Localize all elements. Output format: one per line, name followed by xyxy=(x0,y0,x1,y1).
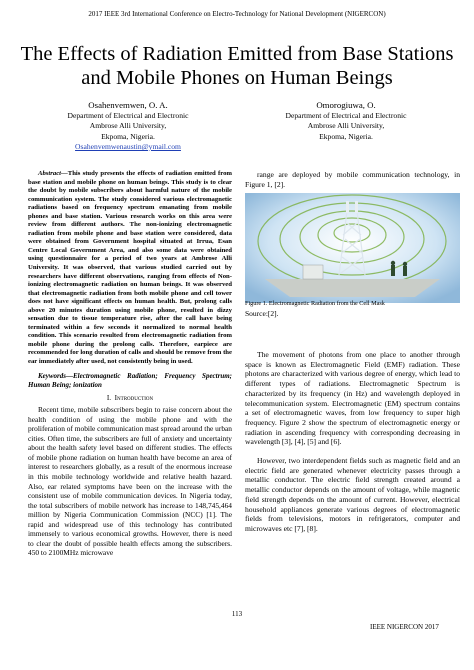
figure-source: Source:[2]. xyxy=(245,309,279,318)
right-paragraph-2: However, two interdependent fields such as magnetic field and an electric field are generated whenever electricity passes through a metallic conductor. The electric field strength created around a metallic conductor depends on the amount of voltage, while magnetic field strength depends on the amount of current. However, electrical household appliances generate various degrees of electromagnetic fields from televisions, motors in refrigerators, computer and microwaves etc [7], [8]. xyxy=(245,456,460,533)
title-line-1: The Effects of Radiation Emitted from Base Stations xyxy=(20,43,454,65)
section-heading xyxy=(28,394,232,403)
left-column xyxy=(28,170,232,558)
keywords-paragraph xyxy=(28,372,232,390)
author-dept: Department of Electrical and Electronic xyxy=(67,110,189,120)
author-name: Omorogiuwa, O. xyxy=(316,100,376,110)
right-body xyxy=(245,350,460,534)
author-univ: Ambrose Alli University, xyxy=(307,121,385,130)
intro-paragraph: Recent time, mobile subscribers begin to raise concern about the health condition of using the mobile phone and with the proliferation of mobile communication mast spread around the urban cities. Often time, the subscribers are full of anxiety and uncertainty about the health safety level based on different studies. The effects of mobile phone radiation on human health have become an area of interest to researchers globally, as a result of the enormous increase in this mobile technology worldwide and relative health hazard. Also, ear related symptoms have been on the increase with the consistent use of mobile communication devices. In Nigeria today, the total subscribers of mobile network has increase to 148,745,464 million by Nigeria Communication Commission (NCC) [1]. The rapid and widespread use of this technology has contributed immensely to various economical growths. However, there is need to clear the doubt of possible health effects among the subscribers. 450 to 2100MHz microwave xyxy=(28,405,233,558)
abstract-label: Abstract xyxy=(38,170,62,177)
keywords-label: Keywords— xyxy=(38,371,73,380)
page-number: 113 xyxy=(231,610,243,618)
author-email-link[interactable]: Osahenvemwenaustin@ymail.com xyxy=(75,142,181,151)
author-name: Osahenvemwen, O. A. xyxy=(88,100,168,110)
author-location: Ekpoma, Nigeria. xyxy=(101,131,155,141)
right-intro-text: range are deployed by mobile communication technology, in Figure 1, [2]. xyxy=(245,170,460,189)
right-paragraph-1: The movement of photons from one place to another through space is known as Electromagnetic Field (EMF) radiation. These photons are characterized with various degree of energy, which lead to different types of radiations. Electromagnetic Spectrum is characterized by its frequency (in Hz) and wavelength deployed in telecommunication system. Electromagnetic (EM) spectrum contains a set of electromagnetic waves, from low frequency to super high frequency. Figure 2 show the spectrum of electromagnetic energy or radiation in ascending frequency with corresponding decreasing in wavelength [3], [4], [5] and [6]. xyxy=(245,350,460,447)
author-location: Ekpoma, Nigeria. xyxy=(319,131,373,141)
section-title: Introduction xyxy=(114,393,154,402)
cell-tower-illustration xyxy=(245,193,460,303)
right-intro xyxy=(245,170,460,189)
author-block-1 xyxy=(28,100,228,153)
abstract-text: —This study presents the effects of radiation emitted from base station and mobile phone on human beings. This study is to clear the doubt by mobile subscribers about harmful nature of the mobile communication system. The study considered various electromagnetic radiations based on frequency spectrum emanating from mobile phones and base station. Various research works on this area were review from different authors. The non-ionizing electromagnetic radiation from mobile phone and base station were considered, data were obtained from Government hospital situated at Irrua, Esan Centre Local Government Area, and also some data were obtained using questionnaire for a period of two years at Ambrose Alli University. It was observed, that various studied carried out by researchers have different observations, ranging from effects of Non-ionizing electromagnetic radiation on human beings. It was observed that electromagnetic radiation from both mobile phone and cell tower does not have significant effects on human health. But, prolong calls above 20 minutes duration using mobile phone, resulted in dizzy sensation due to tissue temperature rise, after the call have being terminated within a few seconds it normalized to normal health condition. This scenario resulted from electromagnetic radiation from mobile phone during the prolong calls. Therefore, earpiece are recommended for long duration of calls and should be remove from the ear immediately after used, not consistently being in used. xyxy=(28,170,232,366)
keywords-text: Electromagnetic Radiation; Frequency Spectrum; Human Being; ionization xyxy=(28,371,232,389)
cell-tower-figure xyxy=(245,193,460,303)
section-number: I. xyxy=(106,393,112,402)
author-block-2 xyxy=(246,100,446,142)
footer-text: IEEE NIGERCON 2017 xyxy=(370,623,439,631)
author-univ: Ambrose Alli University, xyxy=(89,121,167,130)
conference-header: 2017 IEEE 3rd International Conference on Electro-Technology for National Development (NIGERCON) xyxy=(88,10,386,18)
paper-title xyxy=(20,42,454,90)
title-line-2: and Mobile Phones on Human Beings xyxy=(81,67,393,89)
abstract-paragraph xyxy=(28,170,232,367)
author-dept: Department of Electrical and Electronic xyxy=(285,110,407,120)
figure-caption: Figure 1. Electromagnetic Radiation from the Cell Mask xyxy=(245,300,385,307)
